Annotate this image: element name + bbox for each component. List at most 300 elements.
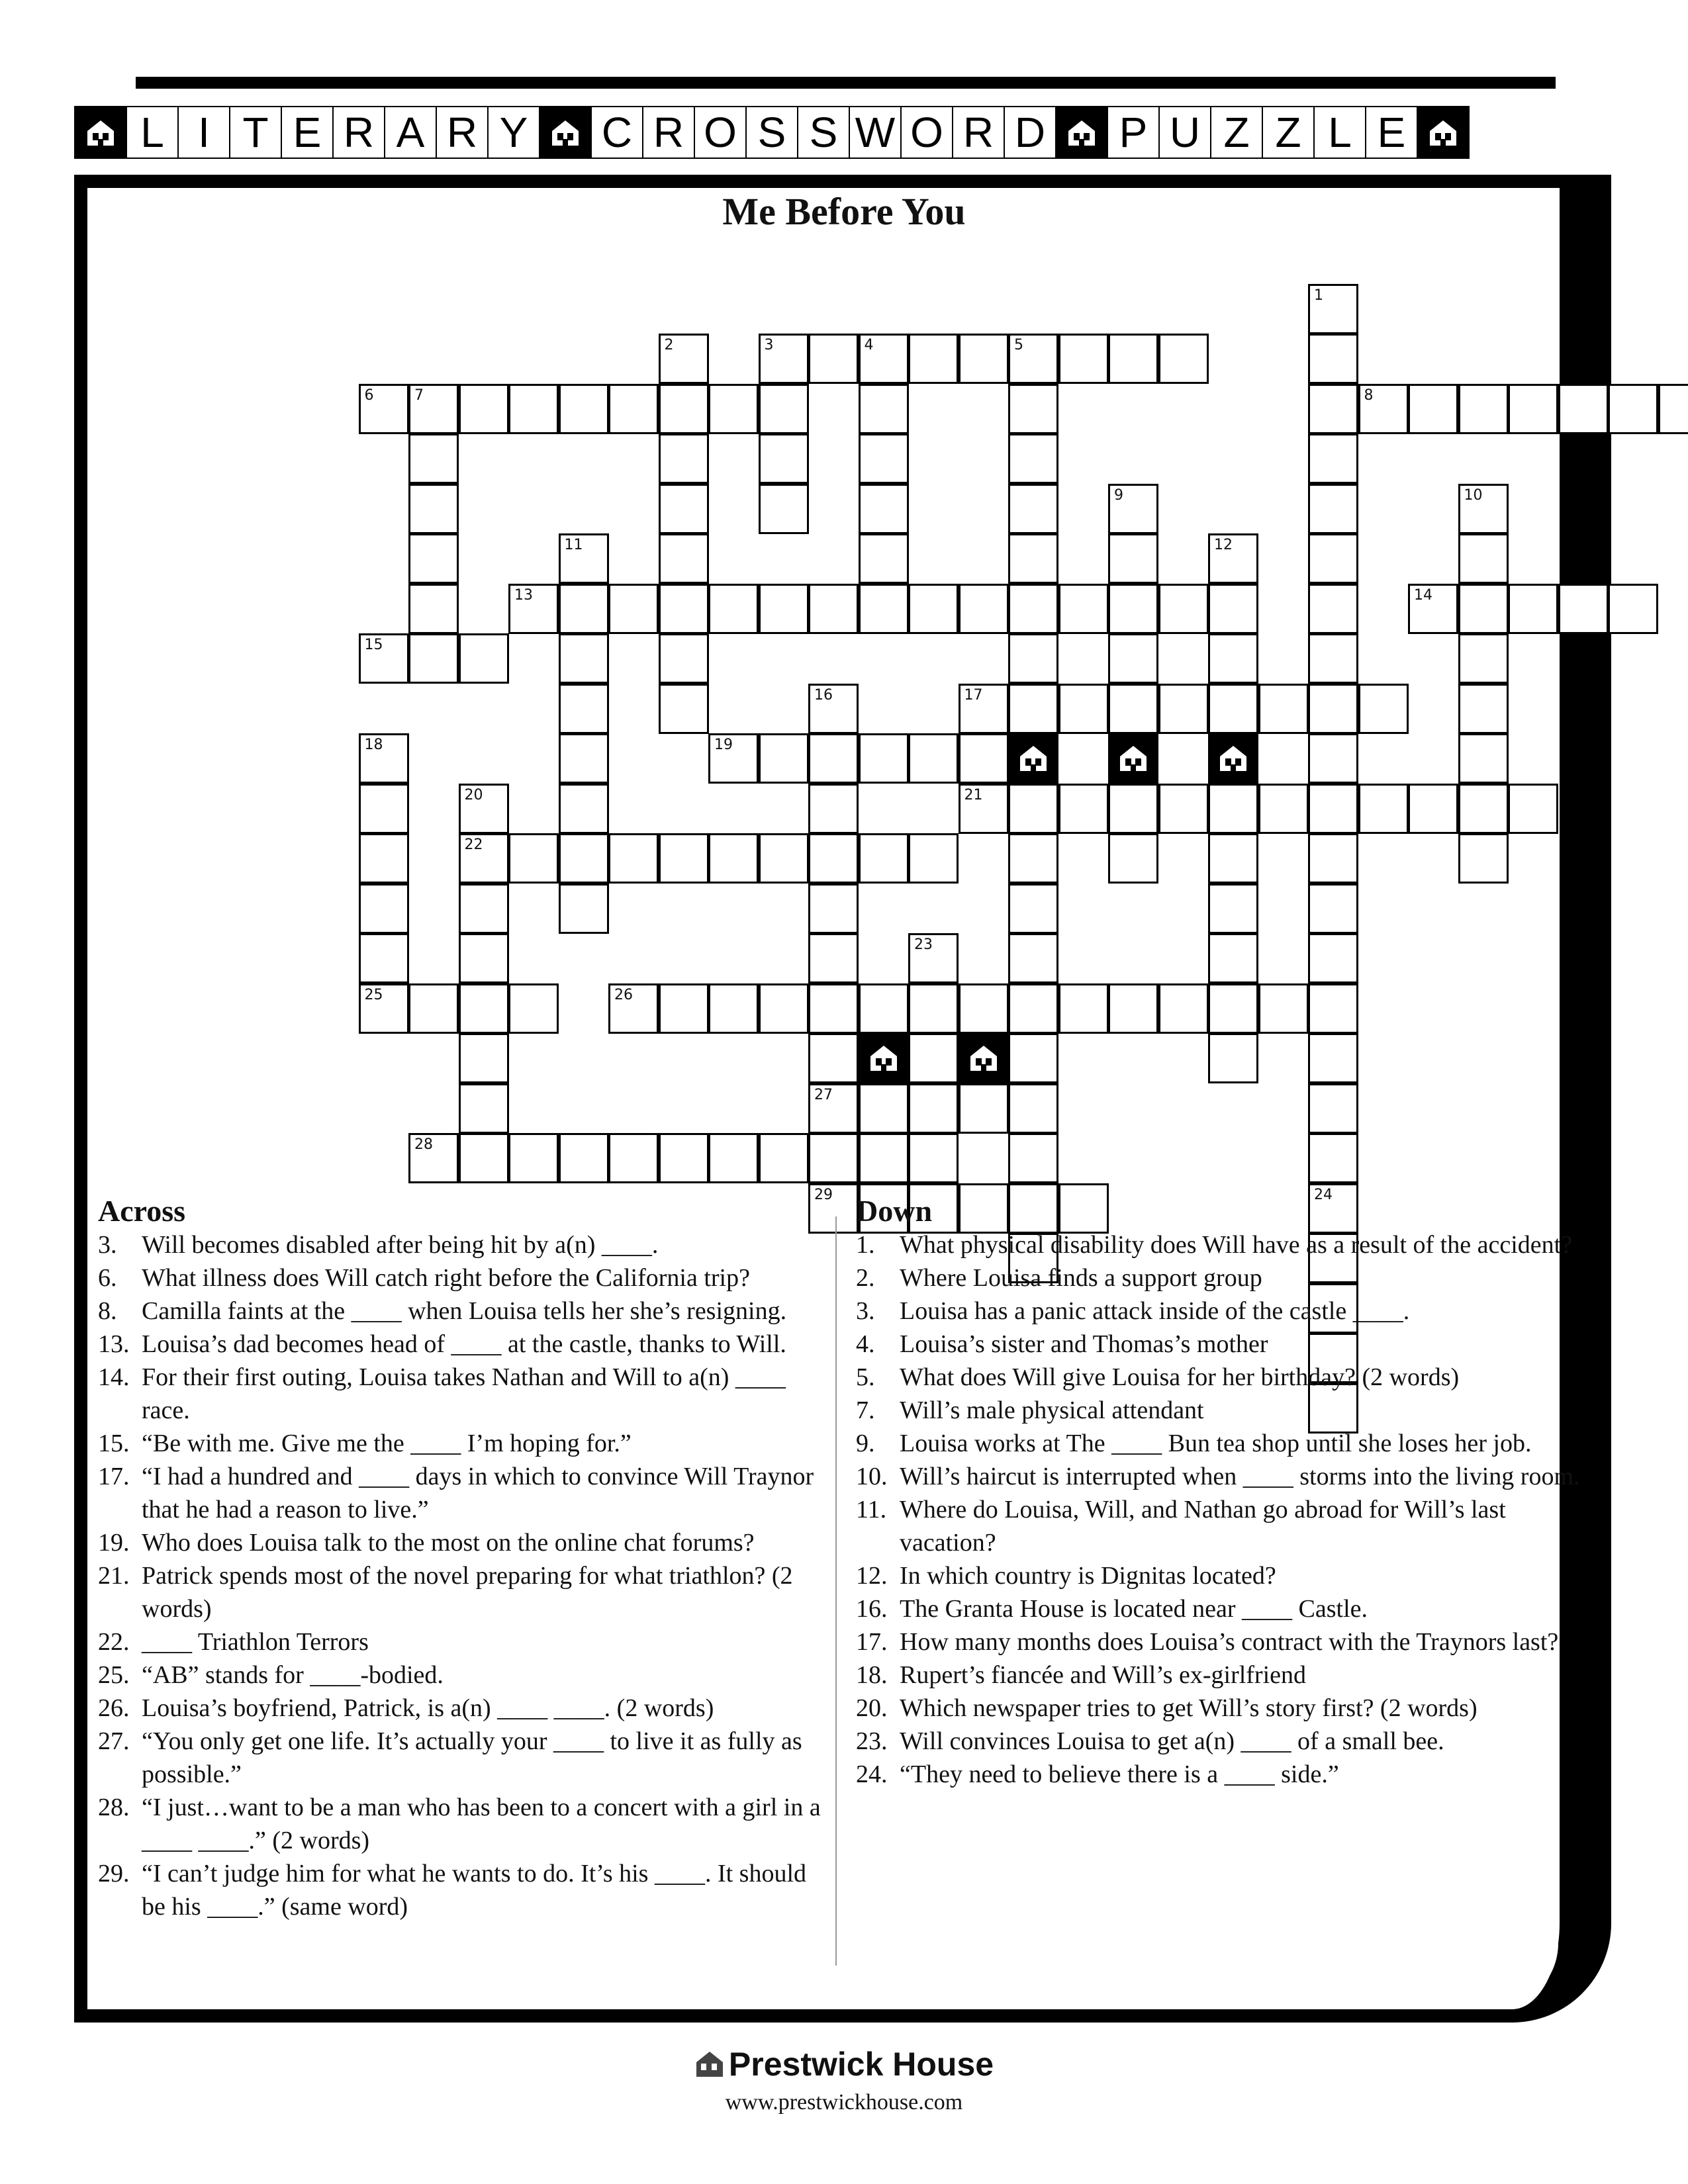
crossword-cell[interactable] bbox=[1158, 983, 1209, 1034]
clue-number: 18. bbox=[856, 1661, 888, 1689]
crossword-cell[interactable] bbox=[1458, 384, 1509, 434]
clue-number: 20 bbox=[464, 786, 483, 803]
crossword-cell[interactable] bbox=[559, 784, 609, 834]
crossword-cell[interactable] bbox=[459, 884, 509, 934]
crossword-cell[interactable] bbox=[1108, 334, 1158, 384]
crossword-cell[interactable] bbox=[1608, 584, 1658, 634]
crossword-cell[interactable] bbox=[359, 633, 409, 684]
crossword-cell[interactable] bbox=[908, 1033, 959, 1083]
crossword-cell[interactable] bbox=[1008, 433, 1058, 484]
clue-text: In which country is Dignitas located? bbox=[900, 1562, 1276, 1590]
crossword-cell[interactable] bbox=[908, 983, 959, 1034]
crossword-cell[interactable] bbox=[559, 533, 609, 584]
crossword-cell[interactable] bbox=[808, 684, 859, 734]
crossword-cell[interactable] bbox=[859, 384, 909, 434]
clue-text: What physical disability does Will have as a result of the accident? bbox=[900, 1231, 1573, 1259]
crossword-cell[interactable] bbox=[359, 933, 409, 983]
crossword-cell[interactable] bbox=[559, 384, 609, 434]
crossword-cell[interactable] bbox=[1158, 784, 1209, 834]
crossword-cell[interactable] bbox=[859, 334, 909, 384]
clue-text: “You only get one life. It’s actually your ____ to live it as fully as possible.” bbox=[142, 1727, 802, 1788]
crossword-cell[interactable] bbox=[459, 933, 509, 983]
crossword-cell[interactable] bbox=[1508, 384, 1558, 434]
crossword-cell[interactable] bbox=[1558, 584, 1609, 634]
crossword-cell[interactable] bbox=[1308, 1033, 1358, 1083]
crossword-cell[interactable] bbox=[1308, 784, 1358, 834]
crossword-cell[interactable] bbox=[759, 384, 809, 434]
crossword-cell[interactable] bbox=[708, 584, 759, 634]
clue-number: 27 bbox=[814, 1086, 833, 1103]
crossword-cell[interactable] bbox=[1158, 584, 1209, 634]
crossword-cell[interactable] bbox=[459, 1083, 509, 1134]
clue-text: “AB” stands for ____-bodied. bbox=[142, 1661, 444, 1689]
crossword-cell[interactable] bbox=[759, 983, 809, 1034]
crossword-cell[interactable] bbox=[708, 983, 759, 1034]
down-clue bbox=[856, 1559, 1584, 1592]
crossword-cell[interactable] bbox=[459, 384, 509, 434]
crossword-cell[interactable] bbox=[1208, 784, 1258, 834]
clue-text: Louisa has a panic attack inside of the castle ____. bbox=[900, 1297, 1410, 1325]
crossword-cell[interactable] bbox=[459, 983, 509, 1034]
clue-number: 1. bbox=[856, 1231, 875, 1259]
clue-text: “I had a hundred and ____ days in which to convince Will Traynor that he had a reason to live.” bbox=[142, 1463, 814, 1524]
crossword-cell[interactable] bbox=[759, 733, 809, 784]
clue-number: 3 bbox=[764, 337, 774, 353]
crossword-cell[interactable] bbox=[708, 384, 759, 434]
down-clue bbox=[856, 1228, 1584, 1261]
crossword-cell[interactable] bbox=[659, 384, 709, 434]
crossword-cell[interactable] bbox=[759, 433, 809, 484]
crossword-cell[interactable] bbox=[1458, 484, 1509, 534]
clue-number: 12 bbox=[1214, 537, 1233, 553]
crossword-cell[interactable] bbox=[359, 833, 409, 884]
crossword-cell[interactable] bbox=[1008, 884, 1058, 934]
crossword-cell[interactable] bbox=[1058, 983, 1109, 1034]
clue-text: Louisa’s sister and Thomas’s mother bbox=[900, 1330, 1268, 1358]
clue-number: 15. bbox=[98, 1430, 130, 1457]
crossword-cell[interactable] bbox=[1308, 284, 1358, 334]
crossword-cell[interactable] bbox=[459, 1133, 509, 1183]
clue-number: 16 bbox=[814, 686, 833, 704]
crossword-cell[interactable] bbox=[959, 684, 1009, 734]
clue-text: Which newspaper tries to get Will’s story first? (2 words) bbox=[900, 1694, 1477, 1722]
down-clue bbox=[856, 1659, 1584, 1692]
crossword-cell[interactable] bbox=[408, 384, 459, 434]
crossword-cell[interactable] bbox=[1008, 933, 1058, 983]
clue-text: Louisa’s boyfriend, Patrick, is a(n) ____ ____. (2 words) bbox=[142, 1694, 714, 1722]
crossword-cell[interactable] bbox=[359, 784, 409, 834]
prestwick-house-icon bbox=[1208, 733, 1258, 784]
crossword-cell[interactable] bbox=[859, 1083, 909, 1134]
crossword-cell[interactable] bbox=[559, 1133, 609, 1183]
crossword-cell[interactable] bbox=[1008, 484, 1058, 534]
title-letter: O bbox=[694, 106, 747, 159]
crossword-cell[interactable] bbox=[1358, 784, 1409, 834]
title-letter: A bbox=[384, 106, 437, 159]
crossword-cell[interactable] bbox=[1458, 733, 1509, 784]
crossword-cell[interactable] bbox=[808, 733, 859, 784]
crossword-cell[interactable] bbox=[759, 484, 809, 534]
crossword-cell[interactable] bbox=[408, 1133, 459, 1183]
crossword-cell[interactable] bbox=[1208, 684, 1258, 734]
crossword-cell[interactable] bbox=[359, 733, 409, 784]
crossword-cell[interactable] bbox=[1308, 334, 1358, 384]
crossword-cell[interactable] bbox=[959, 983, 1009, 1034]
crossword-cell[interactable] bbox=[908, 933, 959, 983]
title-letter: O bbox=[900, 106, 953, 159]
crossword-cell[interactable] bbox=[1108, 633, 1158, 684]
crossword-cell[interactable] bbox=[1008, 633, 1058, 684]
across-clue bbox=[98, 1261, 833, 1295]
crossword-cell[interactable] bbox=[608, 584, 659, 634]
crossword-cell[interactable] bbox=[1108, 983, 1158, 1034]
title-letter: T bbox=[229, 106, 282, 159]
clue-text: Patrick spends most of the novel preparing for what triathlon? (2 words) bbox=[142, 1562, 793, 1623]
title-letter: Z bbox=[1210, 106, 1263, 159]
crossword-cell[interactable] bbox=[1008, 533, 1058, 584]
clue-text: Camilla faints at the ____ when Louisa tells her she’s resigning. bbox=[142, 1297, 787, 1325]
down-clue bbox=[856, 1493, 1584, 1559]
crossword-cell[interactable] bbox=[708, 833, 759, 884]
crossword-cell[interactable] bbox=[859, 733, 909, 784]
crossword-cell[interactable] bbox=[559, 884, 609, 934]
clue-number: 17 bbox=[964, 686, 983, 704]
clue-number: 6. bbox=[98, 1264, 117, 1292]
crossword-cell[interactable] bbox=[1008, 584, 1058, 634]
crossword-cell[interactable] bbox=[1208, 884, 1258, 934]
crossword-cell[interactable] bbox=[1308, 884, 1358, 934]
crossword-cell[interactable] bbox=[659, 983, 709, 1034]
footer-brand-text: Prestwick House bbox=[728, 2046, 994, 2083]
crossword-cell[interactable] bbox=[359, 983, 409, 1034]
crossword-cell[interactable] bbox=[959, 334, 1009, 384]
crossword-cell[interactable] bbox=[359, 884, 409, 934]
clue-text: Will convinces Louisa to get a(n) ____ of a small bee. bbox=[900, 1727, 1444, 1755]
clue-number: 12. bbox=[856, 1562, 888, 1590]
crossword-cell[interactable] bbox=[1158, 334, 1209, 384]
crossword-cell[interactable] bbox=[859, 1133, 909, 1183]
crossword-cell[interactable] bbox=[659, 684, 709, 734]
clue-number: 9. bbox=[856, 1430, 875, 1457]
clue-text: How many months does Louisa’s contract with the Traynors last? bbox=[900, 1628, 1559, 1656]
crossword-cell[interactable] bbox=[1008, 1033, 1058, 1083]
clue-number: 11 bbox=[564, 537, 583, 553]
title-letter: D bbox=[1004, 106, 1056, 159]
crossword-cell[interactable] bbox=[1458, 784, 1509, 834]
crossword-cell[interactable] bbox=[1008, 384, 1058, 434]
clue-number: 20. bbox=[856, 1694, 888, 1722]
title-letter: R bbox=[332, 106, 385, 159]
clue-number: 4 bbox=[864, 337, 874, 353]
clue-number: 15 bbox=[364, 637, 383, 653]
crossword-cell[interactable] bbox=[1208, 533, 1258, 584]
clue-number: 16. bbox=[856, 1595, 888, 1623]
crossword-cell[interactable] bbox=[659, 533, 709, 584]
across-clue bbox=[98, 1559, 833, 1625]
crossword-cell[interactable] bbox=[659, 633, 709, 684]
clue-number: 11. bbox=[856, 1496, 887, 1524]
crossword-cell[interactable] bbox=[1008, 334, 1058, 384]
crossword-cell[interactable] bbox=[408, 584, 459, 634]
crossword-cell[interactable] bbox=[959, 784, 1009, 834]
crossword-cell[interactable] bbox=[1008, 983, 1058, 1034]
crossword-cell[interactable] bbox=[808, 1133, 859, 1183]
crossword-cell[interactable] bbox=[659, 334, 709, 384]
clue-number: 8 bbox=[1364, 387, 1374, 404]
clue-number: 23 bbox=[914, 936, 933, 953]
crossword-cell[interactable] bbox=[1458, 684, 1509, 734]
crossword-cell[interactable] bbox=[1158, 684, 1209, 734]
clue-number: 1 bbox=[1314, 287, 1323, 304]
crossword-cell[interactable] bbox=[759, 334, 809, 384]
crossword-cell[interactable] bbox=[459, 633, 509, 684]
crossword-cell[interactable] bbox=[1108, 684, 1158, 734]
crossword-cell[interactable] bbox=[808, 933, 859, 983]
clue-number: 7. bbox=[856, 1396, 875, 1424]
crossword-cell[interactable] bbox=[1108, 784, 1158, 834]
down-clue bbox=[856, 1625, 1584, 1659]
title-letter: I bbox=[177, 106, 230, 159]
crossword-cell[interactable] bbox=[1358, 384, 1409, 434]
crossword-cell[interactable] bbox=[1458, 633, 1509, 684]
crossword-cell[interactable] bbox=[559, 584, 609, 634]
crossword-cell[interactable] bbox=[808, 1033, 859, 1083]
clue-number: 17. bbox=[98, 1463, 130, 1490]
crossword-cell[interactable] bbox=[1308, 833, 1358, 884]
crossword-cell[interactable] bbox=[1308, 584, 1358, 634]
crossword-cell[interactable] bbox=[1258, 784, 1309, 834]
crossword-cell[interactable] bbox=[1108, 484, 1158, 534]
crossword-cell[interactable] bbox=[1308, 433, 1358, 484]
crossword-cell[interactable] bbox=[1058, 334, 1109, 384]
crossword-cell[interactable] bbox=[1308, 983, 1358, 1034]
crossword-cell[interactable] bbox=[408, 983, 459, 1034]
across-clue bbox=[98, 1526, 833, 1559]
crossword-cell[interactable] bbox=[408, 633, 459, 684]
crossword-cell[interactable] bbox=[459, 833, 509, 884]
crossword-cell[interactable] bbox=[1008, 784, 1058, 834]
crossword-cell[interactable] bbox=[1308, 484, 1358, 534]
crossword-cell[interactable] bbox=[859, 533, 909, 584]
crossword-cell[interactable] bbox=[608, 833, 659, 884]
crossword-cell[interactable] bbox=[1008, 684, 1058, 734]
crossword-cell[interactable] bbox=[608, 983, 659, 1034]
crossword-cell[interactable] bbox=[1458, 584, 1509, 634]
crossword-cell[interactable] bbox=[1308, 933, 1358, 983]
crossword-cell[interactable] bbox=[559, 633, 609, 684]
crossword-cell[interactable] bbox=[408, 533, 459, 584]
crossword-cell[interactable] bbox=[508, 384, 559, 434]
crossword-cell[interactable] bbox=[759, 833, 809, 884]
clue-number: 3. bbox=[856, 1297, 875, 1325]
crossword-cell[interactable] bbox=[959, 1083, 1009, 1134]
crossword-cell[interactable] bbox=[959, 584, 1009, 634]
crossword-cell[interactable] bbox=[508, 833, 559, 884]
crossword-cell[interactable] bbox=[1208, 833, 1258, 884]
crossword-cell[interactable] bbox=[959, 733, 1009, 784]
title-letter: C bbox=[590, 106, 643, 159]
crossword-cell[interactable] bbox=[808, 584, 859, 634]
crossword-cell[interactable] bbox=[1308, 384, 1358, 434]
crossword-cell[interactable] bbox=[1308, 1133, 1358, 1183]
crossword-cell[interactable] bbox=[1458, 833, 1509, 884]
crossword-cell[interactable] bbox=[659, 1133, 709, 1183]
clue-number: 23. bbox=[856, 1727, 888, 1755]
crossword-cell[interactable] bbox=[859, 433, 909, 484]
crossword-cell[interactable] bbox=[659, 584, 709, 634]
crossword-cell[interactable] bbox=[1308, 733, 1358, 784]
crossword-cell[interactable] bbox=[1058, 784, 1109, 834]
crossword-cell[interactable] bbox=[1008, 1083, 1058, 1134]
clue-number: 14. bbox=[98, 1363, 130, 1391]
clue-number: 5 bbox=[1014, 337, 1023, 353]
crossword-cell[interactable] bbox=[508, 1133, 559, 1183]
crossword-cell[interactable] bbox=[1258, 983, 1309, 1034]
crossword-cell[interactable] bbox=[1108, 584, 1158, 634]
clue-text: “Be with me. Give me the ____ I’m hoping for.” bbox=[142, 1430, 632, 1457]
crossword-cell[interactable] bbox=[659, 433, 709, 484]
crossword-cell[interactable] bbox=[808, 784, 859, 834]
down-clue bbox=[856, 1427, 1584, 1460]
clue-number: 24. bbox=[856, 1760, 888, 1788]
crossword-cell[interactable] bbox=[708, 1133, 759, 1183]
crossword-cell[interactable] bbox=[1308, 633, 1358, 684]
crossword-cell[interactable] bbox=[908, 733, 959, 784]
down-clue bbox=[856, 1394, 1584, 1427]
crossword-cell[interactable] bbox=[1258, 684, 1309, 734]
clue-text: Rupert’s fiancée and Will’s ex-girlfriend bbox=[900, 1661, 1307, 1689]
clue-number: 2. bbox=[856, 1264, 875, 1292]
crossword-cell[interactable] bbox=[1608, 384, 1658, 434]
crossword-cell[interactable] bbox=[759, 1133, 809, 1183]
footer-url[interactable]: www.prestwickhouse.com bbox=[725, 2090, 963, 2115]
across-heading: Across bbox=[98, 1194, 186, 1228]
crossword-cell[interactable] bbox=[1008, 833, 1058, 884]
crossword-cell[interactable] bbox=[408, 433, 459, 484]
crossword-cell[interactable] bbox=[1308, 1083, 1358, 1134]
footer-brand[interactable] bbox=[0, 2045, 1688, 2086]
crossword-cell[interactable] bbox=[1308, 533, 1358, 584]
clue-text: Louisa works at The ____ Bun tea shop until she loses her job. bbox=[900, 1430, 1532, 1457]
clue-text: Will becomes disabled after being hit by a(n) ____. bbox=[142, 1231, 659, 1259]
crossword-cell[interactable] bbox=[859, 584, 909, 634]
crossword-cell[interactable] bbox=[859, 983, 909, 1034]
crossword-cell[interactable] bbox=[1408, 784, 1458, 834]
clue-text: Who does Louisa talk to the most on the online chat forums? bbox=[142, 1529, 755, 1557]
down-heading: Down bbox=[856, 1194, 933, 1228]
crossword-cell[interactable] bbox=[708, 733, 759, 784]
crossword-cell[interactable] bbox=[459, 784, 509, 834]
down-clues bbox=[856, 1194, 1584, 1791]
across-clue bbox=[98, 1791, 833, 1857]
crossword-cell[interactable] bbox=[808, 983, 859, 1034]
crossword-cell[interactable] bbox=[508, 983, 559, 1034]
crossword-cell[interactable] bbox=[1108, 833, 1158, 884]
crossword-cell[interactable] bbox=[859, 833, 909, 884]
across-clue bbox=[98, 1659, 833, 1692]
clue-number: 21 bbox=[964, 786, 983, 803]
clue-text: “I just…want to be a man who has been to a concert with a girl in a ____ ____.” (2 words) bbox=[142, 1794, 821, 1854]
across-clues bbox=[98, 1194, 833, 1923]
clue-number: 26. bbox=[98, 1694, 130, 1722]
crossword-cell[interactable] bbox=[808, 1083, 859, 1134]
crossword-cell[interactable] bbox=[1358, 684, 1409, 734]
crossword-cell[interactable] bbox=[559, 684, 609, 734]
clue-number: 2 bbox=[664, 337, 674, 353]
clue-text: “I can’t judge him for what he wants to do. It’s his ____. It should be his ____.” (same word) bbox=[142, 1860, 807, 1921]
crossword-cell[interactable] bbox=[608, 1133, 659, 1183]
crossword-cell[interactable] bbox=[659, 484, 709, 534]
crossword-cell[interactable] bbox=[608, 384, 659, 434]
crossword-cell[interactable] bbox=[808, 334, 859, 384]
clue-number: 3. bbox=[98, 1231, 117, 1259]
title-letter: E bbox=[1365, 106, 1418, 159]
crossword-cell[interactable] bbox=[1408, 384, 1458, 434]
crossword-cell[interactable] bbox=[1208, 933, 1258, 983]
down-clue bbox=[856, 1361, 1584, 1394]
crossword-cell[interactable] bbox=[359, 384, 409, 434]
crossword-cell[interactable] bbox=[1208, 584, 1258, 634]
crossword-cell[interactable] bbox=[659, 833, 709, 884]
crossword-cell[interactable] bbox=[908, 1133, 959, 1183]
clue-number: 21. bbox=[98, 1562, 130, 1590]
crossword-cell[interactable] bbox=[908, 833, 959, 884]
across-clue bbox=[98, 1692, 833, 1725]
crossword-cell[interactable] bbox=[1658, 384, 1688, 434]
clue-text: What does Will give Louisa for her birthday? (2 words) bbox=[900, 1363, 1460, 1391]
title-letter: R bbox=[436, 106, 489, 159]
crossword-cell[interactable] bbox=[1458, 533, 1509, 584]
crossword-cell[interactable] bbox=[1408, 584, 1458, 634]
crossword-cell[interactable] bbox=[1108, 533, 1158, 584]
title-letter: R bbox=[642, 106, 695, 159]
crossword-cell[interactable] bbox=[759, 584, 809, 634]
crossword-cell[interactable] bbox=[859, 484, 909, 534]
crossword-cell[interactable] bbox=[908, 1083, 959, 1134]
clue-number: 4. bbox=[856, 1330, 875, 1358]
crossword-cell[interactable] bbox=[1208, 633, 1258, 684]
clue-text: ____ Triathlon Terrors bbox=[142, 1628, 369, 1656]
crossword-cell[interactable] bbox=[508, 584, 559, 634]
crossword-cell[interactable] bbox=[559, 733, 609, 784]
down-clue bbox=[856, 1592, 1584, 1625]
crossword-cell[interactable] bbox=[1308, 684, 1358, 734]
down-clue bbox=[856, 1725, 1584, 1758]
crossword-cell[interactable] bbox=[559, 833, 609, 884]
title-letter: S bbox=[745, 106, 798, 159]
crossword-cell[interactable] bbox=[1558, 384, 1609, 434]
crossword-cell[interactable] bbox=[1508, 784, 1558, 834]
crossword-cell[interactable] bbox=[808, 884, 859, 934]
clue-number: 18 bbox=[364, 737, 383, 753]
crossword-cell[interactable] bbox=[1208, 1033, 1258, 1083]
across-clue bbox=[98, 1427, 833, 1460]
crossword-cell[interactable] bbox=[1058, 684, 1109, 734]
crossword-cell[interactable] bbox=[1008, 1133, 1058, 1183]
crossword-cell[interactable] bbox=[908, 584, 959, 634]
title-letter: W bbox=[849, 106, 902, 159]
prestwick-house-icon bbox=[959, 1033, 1009, 1083]
crossword-cell[interactable] bbox=[1208, 983, 1258, 1034]
clue-number: 13. bbox=[98, 1330, 130, 1358]
crossword-cell[interactable] bbox=[1508, 584, 1558, 634]
crossword-cell[interactable] bbox=[459, 1033, 509, 1083]
clue-number: 5. bbox=[856, 1363, 875, 1391]
crossword-cell[interactable] bbox=[808, 833, 859, 884]
crossword-cell[interactable] bbox=[408, 484, 459, 534]
crossword-cell[interactable] bbox=[1058, 584, 1109, 634]
crossword-cell[interactable] bbox=[908, 334, 959, 384]
